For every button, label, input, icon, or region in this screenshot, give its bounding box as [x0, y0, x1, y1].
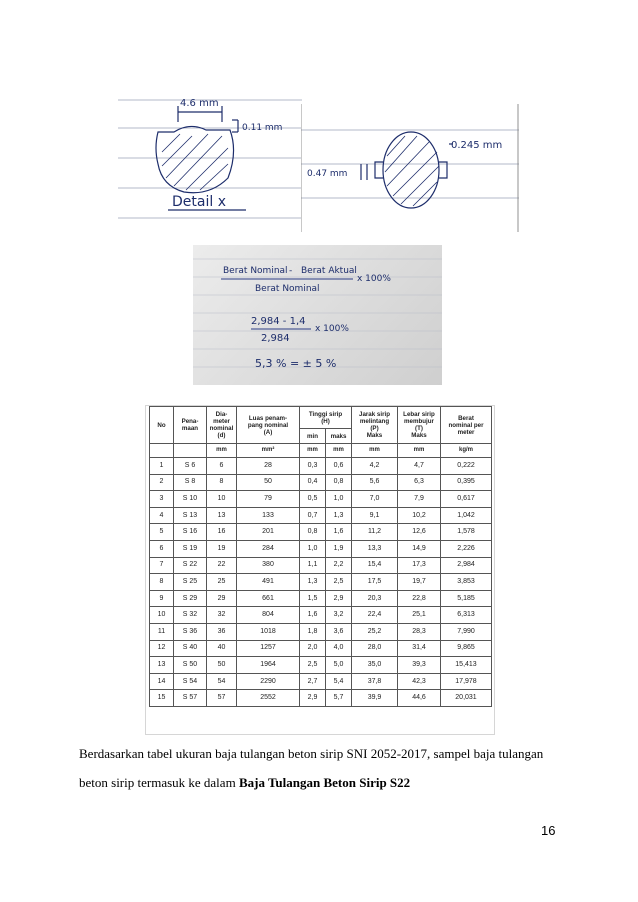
- table-cell: S 13: [174, 507, 207, 524]
- cross-width-label: 0.245 mm: [451, 140, 503, 151]
- table-cell: 1,8: [300, 623, 326, 640]
- table-cell: 14,9: [398, 540, 441, 557]
- table-cell: 2552: [237, 690, 300, 707]
- table-cell: S 10: [174, 491, 207, 508]
- table-cell: 32: [207, 607, 237, 624]
- table-cell: 13,3: [352, 540, 398, 557]
- table-cell: 2,9: [300, 690, 326, 707]
- table-cell: 2,7: [300, 673, 326, 690]
- table-row: [150, 640, 492, 657]
- table-cell: 31,4: [398, 640, 441, 657]
- detail-caption: Detail x: [172, 194, 226, 210]
- cross-section-sketch: [301, 104, 519, 232]
- table-cell: 2: [150, 474, 174, 491]
- table-cell: 661: [237, 590, 300, 607]
- unit-berat: kg/m: [441, 444, 492, 458]
- table-cell: 1,5: [300, 590, 326, 607]
- table-cell: 804: [237, 607, 300, 624]
- header-tinggi-maks: maks: [326, 429, 352, 444]
- table-row: [150, 474, 492, 491]
- table-cell: 0,5: [300, 491, 326, 508]
- table-cell: 0,395: [441, 474, 492, 491]
- table-row: [150, 507, 492, 524]
- table-cell: S 57: [174, 690, 207, 707]
- table-cell: 5,7: [326, 690, 352, 707]
- table-row: [150, 607, 492, 624]
- table-cell: 2,0: [300, 640, 326, 657]
- header-diameter: Dia- meter nominal (d): [207, 407, 237, 444]
- unit-diameter: mm: [207, 444, 237, 458]
- table-cell: 284: [237, 540, 300, 557]
- header-lebar: Lebar sirip membujur (T) Maks: [398, 407, 441, 444]
- table-cell: 3,6: [326, 623, 352, 640]
- table-cell: 9,865: [441, 640, 492, 657]
- table-cell: 22: [207, 557, 237, 574]
- table-cell: 7,9: [398, 491, 441, 508]
- table-cell: 1,6: [300, 607, 326, 624]
- table-cell: 8: [207, 474, 237, 491]
- table-cell: 6,3: [398, 474, 441, 491]
- formula-numerator-a: Berat Nominal: [223, 266, 288, 276]
- page-number: 16: [541, 823, 556, 838]
- table-cell: 4: [150, 507, 174, 524]
- table-cell: S 32: [174, 607, 207, 624]
- width-label: 4.6 mm: [180, 98, 219, 109]
- formula-factor: x 100%: [357, 274, 391, 284]
- table-cell: 3,853: [441, 574, 492, 591]
- table-cell: 17,3: [398, 557, 441, 574]
- table-cell: 6: [150, 540, 174, 557]
- table-row: [150, 657, 492, 674]
- table-cell: 4,2: [352, 458, 398, 475]
- table-row: [150, 590, 492, 607]
- table-cell: 1257: [237, 640, 300, 657]
- table-row: [150, 491, 492, 508]
- calculation-result: 5,3 % = ± 5 %: [255, 357, 337, 370]
- table-body: [150, 458, 492, 707]
- table-row: [150, 557, 492, 574]
- unit-jarak: mm: [352, 444, 398, 458]
- table-cell: 29: [207, 590, 237, 607]
- header-penamaan: Pena- maan: [174, 407, 207, 444]
- table-cell: 12: [150, 640, 174, 657]
- table-cell: 1,6: [326, 524, 352, 541]
- table-cell: 25,1: [398, 607, 441, 624]
- table-cell: 37,8: [352, 673, 398, 690]
- table-cell: 1,9: [326, 540, 352, 557]
- table-cell: 0,8: [300, 524, 326, 541]
- height-label: 0.11 mm: [242, 123, 283, 133]
- table-cell: 0,6: [326, 458, 352, 475]
- rib-detail-sketch: [118, 92, 302, 232]
- table-cell: 2,9: [326, 590, 352, 607]
- table-cell: 10,2: [398, 507, 441, 524]
- header-tinggi-min: min: [300, 429, 326, 444]
- table-cell: 10: [150, 607, 174, 624]
- table-cell: 10: [207, 491, 237, 508]
- table-cell: 20,3: [352, 590, 398, 607]
- table-cell: 4,0: [326, 640, 352, 657]
- table-cell: 380: [237, 557, 300, 574]
- table-cell: 5: [150, 524, 174, 541]
- table-row: [150, 690, 492, 707]
- unit-tinggi-min: mm: [300, 444, 326, 458]
- table-cell: 9: [150, 590, 174, 607]
- table-cell: 16: [207, 524, 237, 541]
- unit-lebar: mm: [398, 444, 441, 458]
- table-cell: 2,226: [441, 540, 492, 557]
- table-cell: 3: [150, 491, 174, 508]
- table-cell: 50: [237, 474, 300, 491]
- table-row: [150, 574, 492, 591]
- table-cell: 11: [150, 623, 174, 640]
- table-row: [150, 540, 492, 557]
- table-cell: 7,0: [352, 491, 398, 508]
- formula-minus: -: [289, 266, 293, 276]
- rebar-size-table: [149, 406, 492, 707]
- table-cell: 22,4: [352, 607, 398, 624]
- table-cell: 28: [237, 458, 300, 475]
- table-cell: 1,1: [300, 557, 326, 574]
- header-berat: Berat nominal per meter: [441, 407, 492, 444]
- table-row: [150, 673, 492, 690]
- header-tinggi: Tinggi sirip (H): [300, 407, 352, 429]
- table-row: [150, 458, 492, 475]
- table-cell: 22,8: [398, 590, 441, 607]
- table-cell: 0,4: [300, 474, 326, 491]
- table-cell: 9,1: [352, 507, 398, 524]
- table-cell: 42,3: [398, 673, 441, 690]
- table-cell: 28,0: [352, 640, 398, 657]
- table-cell: 11,2: [352, 524, 398, 541]
- table-cell: 17,5: [352, 574, 398, 591]
- unit-luas: mm²: [237, 444, 300, 458]
- table-cell: 7,990: [441, 623, 492, 640]
- table-cell: 19,7: [398, 574, 441, 591]
- header-luas: Luas penam- pang nominal (A): [237, 407, 300, 444]
- table-cell: 2,5: [300, 657, 326, 674]
- table-cell: S 29: [174, 590, 207, 607]
- header-jarak: Jarak sirip melintang (P) Maks: [352, 407, 398, 444]
- table-cell: 14: [150, 673, 174, 690]
- table-cell: 25,2: [352, 623, 398, 640]
- units-blank: [150, 444, 174, 458]
- table-cell: 2,2: [326, 557, 352, 574]
- table-cell: 0,7: [300, 507, 326, 524]
- substitution-factor: x 100%: [315, 324, 349, 334]
- table-cell: 20,031: [441, 690, 492, 707]
- table-cell: 39,9: [352, 690, 398, 707]
- table-cell: S 40: [174, 640, 207, 657]
- table-cell: 19: [207, 540, 237, 557]
- table-cell: 2,5: [326, 574, 352, 591]
- table-cell: 5,185: [441, 590, 492, 607]
- table-cell: 0,3: [300, 458, 326, 475]
- substitution-denominator: 2,984: [261, 333, 290, 344]
- table-cell: 15: [150, 690, 174, 707]
- table-cell: S 54: [174, 673, 207, 690]
- sni-table-scan: [145, 405, 495, 735]
- table-cell: 79: [237, 491, 300, 508]
- table-cell: 0,222: [441, 458, 492, 475]
- table-row: [150, 623, 492, 640]
- table-cell: 1,0: [300, 540, 326, 557]
- table-cell: 36: [207, 623, 237, 640]
- table-cell: 1,578: [441, 524, 492, 541]
- table-cell: 2290: [237, 673, 300, 690]
- table-cell: 35,0: [352, 657, 398, 674]
- table-cell: S 22: [174, 557, 207, 574]
- table-cell: 5,6: [352, 474, 398, 491]
- conclusion-emphasis: Baja Tulangan Beton Sirip S22: [238, 775, 411, 790]
- cross-height-label: 0.47 mm: [307, 169, 348, 179]
- table-cell: 1,042: [441, 507, 492, 524]
- table-cell: 491: [237, 574, 300, 591]
- table-cell: 40: [207, 640, 237, 657]
- table-cell: 39,3: [398, 657, 441, 674]
- table-cell: 2,984: [441, 557, 492, 574]
- substitution-numerator: 2,984 - 1,4: [251, 316, 306, 327]
- table-cell: S 6: [174, 458, 207, 475]
- table-cell: 25: [207, 574, 237, 591]
- table-cell: 13: [207, 507, 237, 524]
- table-cell: 3,2: [326, 607, 352, 624]
- table-cell: 44,6: [398, 690, 441, 707]
- table-cell: 4,7: [398, 458, 441, 475]
- table-cell: 50: [207, 657, 237, 674]
- table-cell: 28,3: [398, 623, 441, 640]
- table-cell: 8: [150, 574, 174, 591]
- table-cell: 5,0: [326, 657, 352, 674]
- conclusion-line-2: [79, 775, 579, 791]
- table-cell: 133: [237, 507, 300, 524]
- table-cell: 0,8: [326, 474, 352, 491]
- table-cell: 1,3: [326, 507, 352, 524]
- units-blank: [174, 444, 207, 458]
- table-cell: 1: [150, 458, 174, 475]
- unit-tinggi-maks: mm: [326, 444, 352, 458]
- table-cell: 13: [150, 657, 174, 674]
- table-cell: 15,413: [441, 657, 492, 674]
- table-cell: 1,3: [300, 574, 326, 591]
- table-cell: S 25: [174, 574, 207, 591]
- table-cell: 54: [207, 673, 237, 690]
- table-cell: 201: [237, 524, 300, 541]
- formula-numerator-b: Berat Aktual: [301, 266, 357, 276]
- conclusion-line-1: Berdasarkan tabel ukuran baja tulangan beton sirip SNI 2052-2017, sampel baja tulangan: [79, 746, 544, 761]
- table-cell: 6,313: [441, 607, 492, 624]
- table-cell: 15,4: [352, 557, 398, 574]
- calculation-photo: [193, 245, 442, 385]
- table-cell: 0,617: [441, 491, 492, 508]
- header-no: No: [150, 407, 174, 444]
- table-cell: 1018: [237, 623, 300, 640]
- table-cell: 12,6: [398, 524, 441, 541]
- formula-denominator: Berat Nominal: [255, 284, 320, 294]
- table-cell: S 8: [174, 474, 207, 491]
- table-cell: 1964: [237, 657, 300, 674]
- table-cell: S 36: [174, 623, 207, 640]
- table-cell: 7: [150, 557, 174, 574]
- table-cell: S 19: [174, 540, 207, 557]
- conclusion-prefix: beton sirip termasuk ke dalam: [79, 775, 239, 790]
- table-cell: 5,4: [326, 673, 352, 690]
- table-cell: S 50: [174, 657, 207, 674]
- table-cell: 1,0: [326, 491, 352, 508]
- table-cell: 6: [207, 458, 237, 475]
- table-cell: 17,978: [441, 673, 492, 690]
- table-cell: S 16: [174, 524, 207, 541]
- table-cell: 57: [207, 690, 237, 707]
- table-row: [150, 524, 492, 541]
